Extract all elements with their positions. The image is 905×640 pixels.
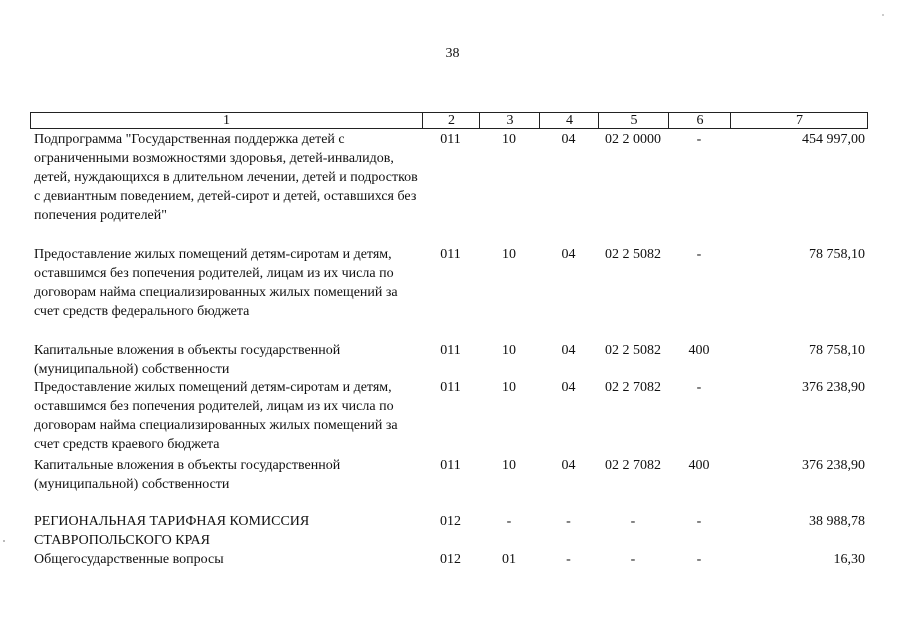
row-col-7: 454 997,00	[802, 132, 865, 147]
row-col-7: 78 758,10	[809, 343, 865, 358]
row-col-3: 10	[502, 132, 516, 147]
row-col-7: 16,30	[833, 552, 865, 567]
header-col-3: 3	[479, 113, 540, 128]
table-header-row	[30, 112, 868, 129]
row-col-2: 011	[440, 343, 461, 358]
page-number: 38	[445, 46, 460, 61]
header-col-2: 2	[422, 113, 480, 128]
row-name: Капитальные вложения в объекты государственной (муниципальной) собственности	[34, 458, 341, 492]
header-col-5: 5	[598, 113, 669, 128]
row-col-2: 012	[440, 552, 461, 567]
header-col-6: 6	[668, 113, 731, 128]
row-name: Подпрограмма "Государственная поддержка детей с ограниченными возможностями здоровья, детей-инвалидов, детей, нуждающихся в длительном лечении, детей и подростков с девиантным поведением, детей-сирот и детей, оставшихся без попечения родителей"	[34, 132, 418, 223]
row-col-2: 012	[440, 514, 461, 529]
scan-speck	[3, 540, 5, 542]
row-col-4: -	[566, 514, 571, 529]
header-col-4: 4	[539, 113, 599, 128]
row-col-4: 04	[561, 380, 576, 395]
row-col-2: 011	[440, 380, 461, 395]
row-col-5: 02 2 0000	[605, 132, 661, 147]
row-name: Капитальные вложения в объекты государственной (муниципальной) собственности	[34, 343, 341, 377]
row-col-7: 38 988,78	[809, 514, 865, 529]
row-col-6: -	[696, 380, 702, 395]
row-name: РЕГИОНАЛЬНАЯ ТАРИФНАЯ КОМИССИЯ СТАВРОПОЛЬСКОГО КРАЯ	[34, 514, 310, 548]
row-col-2: 011	[440, 458, 461, 473]
header-col-1: 1	[223, 113, 230, 128]
row-col-5: 02 2 5082	[605, 343, 661, 358]
row-col-6: 400	[688, 458, 710, 473]
row-col-2: 011	[440, 247, 461, 262]
row-name: Предоставление жилых помещений детям-сиротам и детям, оставшимся без попечения родителей, лицам из их числа по договорам найма специализированных жилых помещений за счет средств федерального бюджета	[34, 247, 398, 319]
row-col-3: 10	[502, 458, 516, 473]
row-col-6: -	[696, 552, 702, 567]
row-col-5: -	[630, 552, 636, 567]
row-col-3: 10	[502, 343, 516, 358]
row-col-5: 02 2 7082	[605, 380, 661, 395]
scan-speck	[882, 14, 884, 16]
row-col-3: 10	[502, 380, 516, 395]
row-col-5: 02 2 7082	[605, 458, 661, 473]
row-col-3: -	[506, 514, 512, 529]
row-col-4: 04	[561, 132, 576, 147]
row-col-2: 011	[440, 132, 461, 147]
row-col-6: 400	[688, 343, 710, 358]
row-col-6: -	[696, 247, 702, 262]
header-col-7: 7	[730, 113, 868, 128]
row-name: Предоставление жилых помещений детям-сиротам и детям, оставшимся без попечения родителей, лицам из их числа по договорам найма специализированных жилых помещений за счет средств краевого бюджета	[34, 380, 398, 452]
row-col-4: 04	[561, 343, 576, 358]
row-col-4: 04	[561, 458, 576, 473]
row-col-5: -	[630, 514, 636, 529]
row-name: Общегосударственные вопросы	[34, 552, 224, 567]
row-col-3: 01	[502, 552, 516, 567]
row-col-7: 376 238,90	[802, 458, 865, 473]
row-col-5: 02 2 5082	[605, 247, 661, 262]
row-col-4: -	[566, 552, 571, 567]
row-col-3: 10	[502, 247, 516, 262]
row-col-6: -	[696, 514, 702, 529]
row-col-4: 04	[561, 247, 576, 262]
row-col-7: 376 238,90	[802, 380, 865, 395]
row-col-7: 78 758,10	[809, 247, 865, 262]
row-col-6: -	[696, 132, 702, 147]
